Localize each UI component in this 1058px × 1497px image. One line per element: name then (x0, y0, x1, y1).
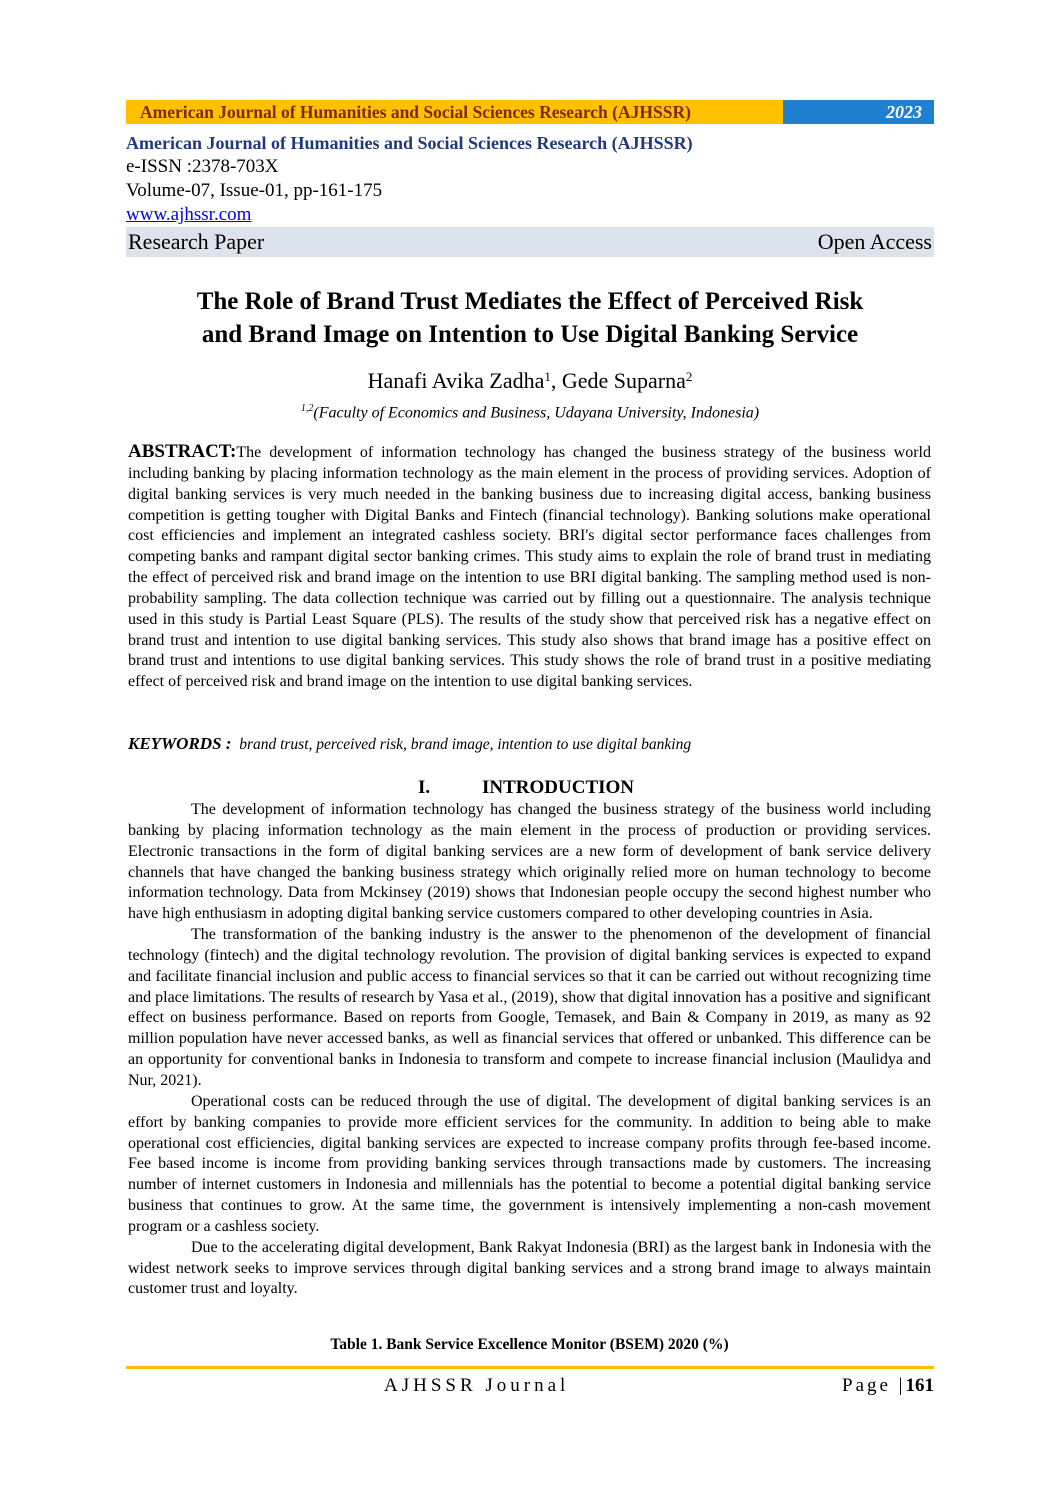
issn: e-ISSN :2378-703X (126, 156, 279, 177)
access-type: Open Access (817, 229, 932, 254)
title-line-2: and Brand Image on Intention to Use Digital Banking Service (201, 321, 859, 348)
footer-page (842, 1372, 934, 1400)
author-1-affil: 1 (544, 369, 551, 384)
journal-name: American Journal of Humanities and Social Sciences Research (AJHSSR) (126, 133, 693, 153)
abstract-text: The development of information technology has changed the business strategy of the business world including banking by placing information technology as the main element in the process of providing services. Adoption of digital banking services is very much needed in the banking business due to increasing digital access, banking business competition is getting tougher with Digital Banks and Fintech (financial technology). Banking solutions make operational cost efficiencies and implement an integrated cashless society. BRI's digital sector performance faces challenges from competing banks and rampant digital sector banking crimes. This study aims to explain the role of brand trust in mediating the effect of perceived risk and brand image on the intention to use BRI digital banking. The sampling method used is non-probability sampling. The data collection technique was carried out by filling out a questionnaire. The analysis technique used in this study is Partial Least Square (PLS). The results of the study show that perceived risk has a negative effect on brand trust and intention to use digital banking services. This study also shows that brand image has a positive effect on brand trust and intentions to use digital banking services. This study shows the role of brand trust in a positive mediating effect of perceived risk and brand image on the intention to use digital banking services. (128, 444, 931, 691)
abstract-label: ABSTRACT: (128, 441, 237, 462)
paragraph: Operational costs can be reduced through the use of digital. The development of digital banking services is an effort by banking companies to provide more efficient services for the community. In addition to being able to make operational cost efficiencies, digital banking services are expected to increase company profits through fee-based income. Fee based income is income from providing banking services through transactions made by customers. The increasing number of internet customers in Indonesia and millennials has the potential to become a potential digital banking service business that continues to grow. At the same time, the government is intensively implementing a non-cash movement program or a cashless society. (128, 1092, 931, 1235)
journal-meta (126, 131, 934, 257)
running-header (126, 100, 934, 124)
paper-type: Research Paper (128, 229, 265, 254)
page-label: Page | (842, 1375, 906, 1396)
introduction-body (128, 800, 931, 1300)
footer-rule (126, 1366, 934, 1369)
affiliation-marker: 1,2 (300, 403, 314, 414)
author-2: Gede Suparna (561, 368, 686, 393)
authors (126, 367, 934, 395)
header-journal: American Journal of Humanities and Social Sciences Research (AJHSSR) (126, 100, 783, 124)
website-link[interactable]: www.ajhssr.com (126, 204, 252, 225)
page-number: 161 (905, 1375, 934, 1396)
volume-issue: Volume-07, Issue-01, pp-161-175 (126, 180, 383, 201)
paragraph: The development of information technology has changed the business strategy of the business world including banking by placing information technology as the main element in the process of production or providing services. Electronic transactions in the form of digital banking services are a new form of development of bank service delivery channels that have changed the banking business strategy which originally relied more on human technology to become information technology. Data from Mckinsey (2019) shows that Indonesian people occupy the second highest number who have high enthusiasm in adopting digital banking service customers compared to other developing countries in Asia. (128, 801, 931, 923)
paragraph: Due to the accelerating digital development, Bank Rakyat Indonesia (BRI) as the largest bank in Indonesia with the widest network seeks to improve services through digital banking services and a strong brand image to always maintain customer trust and loyalty. (128, 1238, 931, 1298)
author-1: Hanafi Avika Zadha (367, 368, 545, 393)
author-separator: , (550, 368, 562, 393)
keywords-label: KEYWORDS : (128, 734, 232, 753)
section-title: INTRODUCTION (482, 777, 635, 798)
affiliation (126, 398, 934, 424)
keywords (128, 733, 931, 756)
page-footer (126, 1372, 934, 1400)
author-2-affil: 2 (685, 369, 693, 384)
paper-title (126, 285, 934, 351)
section-number: I. (418, 777, 431, 798)
table-caption: Table 1. Bank Service Excellence Monitor (BSEM) 2020 (%) (330, 1336, 729, 1353)
paragraph: The transformation of the banking industry is the answer to the phenomenon of the development of financial technology (fintech) and the digital technology revolution. The provision of digital banking services is expected to expand and facilitate financial inclusion and public access to financial services so that it can be carried out without recognizing time and place limitations. The results of research by Yasa et al., (2019), show that digital innovation has a positive and significant effect on business performance. Based on reports from Google, Temasek, and Bain & Company in 2019, as many as 92 million population have never accessed banks, as well as financial services that offered or unbanked. This difference can be an opportunity for conventional banks in Indonesia to transform and compete to increase financial inclusion (Maulidya and Nur, 2021). (128, 926, 931, 1089)
keywords-text: brand trust, perceived risk, brand image, intention to use digital banking (239, 736, 692, 753)
footer-journal: AJHSSR Journal (384, 1375, 570, 1396)
header-year: 2023 (783, 100, 934, 124)
title-line-1: The Role of Brand Trust Mediates the Effect of Perceived Risk (196, 288, 864, 315)
abstract (128, 442, 931, 693)
paper-type-bar (126, 227, 934, 257)
affiliation-text: (Faculty of Economics and Business, Udayana University, Indonesia) (313, 404, 760, 422)
